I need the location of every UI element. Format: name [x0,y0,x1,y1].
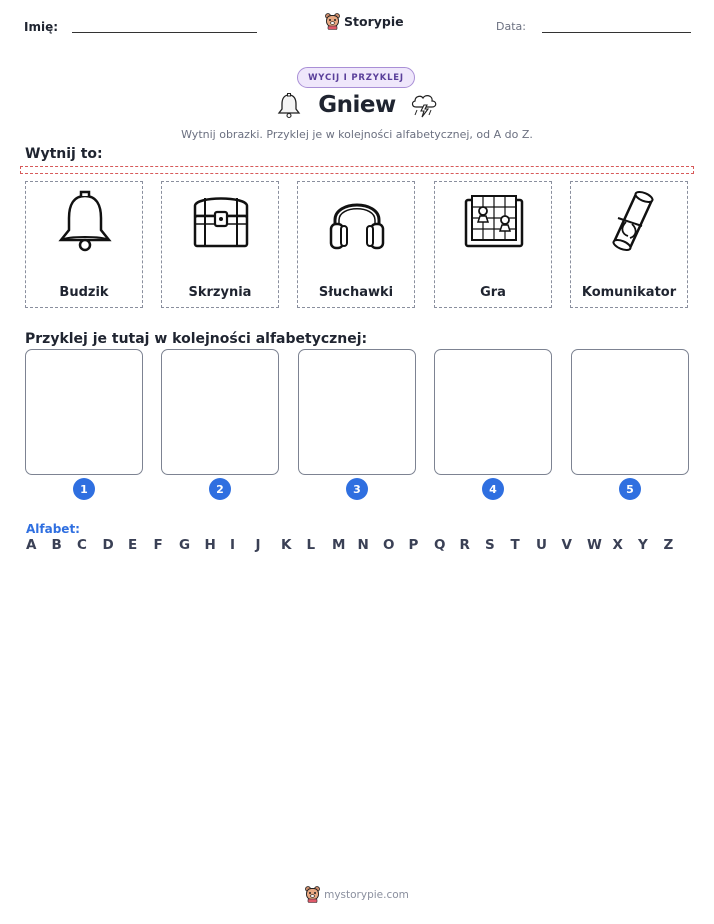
paste-slot-2[interactable] [161,349,279,475]
paste-slot-1[interactable] [25,349,143,475]
alphabet-letter: U [536,537,547,553]
alphabet-letter: P [408,537,419,553]
treasure-chest-icon [191,190,251,252]
bell-icon [55,190,115,252]
instructions: Wytnij obrazki. Przyklej je w kolejności alfabetycznej, od A do Z. [181,128,533,141]
alphabet-letter: T [510,537,520,553]
alphabet-letter: M [332,537,346,553]
scroll-icon [600,190,660,252]
paste-slot-3[interactable] [298,349,416,475]
cut-card-2[interactable] [161,181,279,308]
alphabet-letter: J [255,537,261,553]
board-game-icon [464,190,524,252]
card-label: Komunikator [581,285,677,300]
alphabet-letter: R [459,537,470,553]
bear-logo-icon [325,13,340,30]
alphabet-letter: I [230,537,236,553]
page-title: Gniew [318,92,396,118]
footer-url[interactable]: mystorypie.com [324,888,409,901]
slot-number-2: 2 [209,478,231,500]
logo-text: Storypie [344,14,404,29]
name-line[interactable] [72,32,257,33]
alphabet-letter: G [179,537,191,553]
cut-line [20,166,694,174]
alphabet-label: Alfabet: [26,522,80,536]
cut-section-title: Wytnij to: [25,146,103,162]
alphabet-letter: Y [638,537,648,553]
name-label: Imię: [24,20,59,34]
slot-number-4: 4 [482,478,504,500]
cut-card-4[interactable] [434,181,552,308]
alphabet-letter: H [204,537,216,553]
bear-logo-icon [305,886,320,903]
card-label: Budzik [59,285,109,300]
alphabet-letter: W [587,537,602,553]
alphabet-letter: E [128,537,138,553]
footer [0,886,714,903]
activity-badge: WYCIJ I PRZYKLEJ [297,67,415,88]
alphabet-letter: S [485,537,495,553]
paste-section-title: Przyklej je tutaj w kolejności alfabetycznej: [25,331,368,347]
slot-number-3: 3 [346,478,368,500]
card-label: Skrzynia [188,285,252,300]
alphabet-letter: B [51,537,62,553]
storm-cloud-icon [409,91,439,121]
date-label: Data: [496,20,526,33]
cut-card-1[interactable] [25,181,143,308]
date-line[interactable] [542,32,691,33]
alphabet-letter: A [26,537,37,553]
card-label: Gra [480,285,506,300]
alphabet-letter: Z [663,537,674,553]
alphabet-letter: Q [434,537,446,553]
slot-number-1: 1 [73,478,95,500]
alphabet-letter: K [281,537,292,553]
alphabet-letter: X [612,537,623,553]
alphabet-row [26,537,689,553]
paste-slot-4[interactable] [434,349,552,475]
alphabet-letter: N [357,537,369,553]
alphabet-letter: D [102,537,114,553]
paste-slot-5[interactable] [571,349,689,475]
alphabet-letter: C [77,537,87,553]
cut-card-3[interactable] [297,181,415,308]
logo [325,13,404,30]
headphones-icon [327,190,387,252]
card-label: Słuchawki [318,285,394,300]
alphabet-letter: L [306,537,316,553]
cut-card-5[interactable] [570,181,688,308]
alphabet-letter: O [383,537,395,553]
alphabet-letter: V [561,537,572,553]
slot-number-5: 5 [619,478,641,500]
alphabet-letter: F [153,537,163,553]
